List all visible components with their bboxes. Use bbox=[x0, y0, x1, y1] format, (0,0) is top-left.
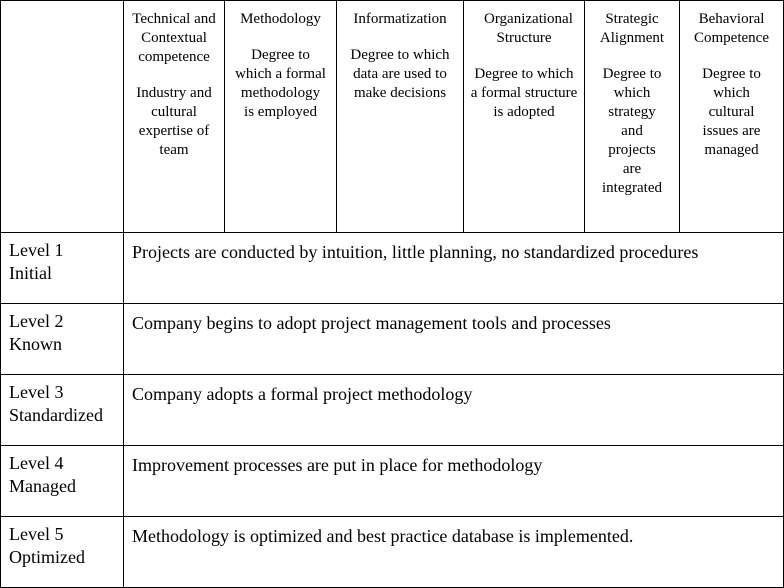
column-header-informatization bbox=[337, 1, 464, 233]
level-stage: Optimized bbox=[9, 547, 85, 567]
column-description: Degree to which a formal methodology is employed bbox=[235, 47, 326, 120]
level-stage: Known bbox=[9, 334, 62, 354]
column-name: Methodology bbox=[240, 11, 321, 27]
column-description: Degree to which a formal structure is adopted bbox=[470, 66, 578, 120]
level-number: Level 5 bbox=[9, 524, 64, 544]
column-name: Strategic Alignment bbox=[599, 11, 665, 46]
column-description: Degree to which data are used to make decisions bbox=[350, 47, 450, 101]
column-name: Technical and Contextual competence bbox=[132, 11, 216, 65]
column-header-strategic-alignment bbox=[585, 1, 680, 233]
level-number: Level 3 bbox=[9, 382, 64, 402]
level-number: Level 2 bbox=[9, 311, 64, 331]
level-stage: Managed bbox=[9, 476, 76, 496]
level-description: Company adopts a formal project methodology bbox=[124, 375, 784, 446]
level-description: Methodology is optimized and best practice database is implemented. bbox=[124, 517, 784, 588]
level-row bbox=[1, 233, 784, 304]
column-description: Degree to which strategy and projects are integrated bbox=[602, 66, 662, 196]
header-row bbox=[1, 1, 784, 233]
column-header-methodology bbox=[225, 1, 337, 233]
column-description: Industry and cultural expertise of team bbox=[136, 85, 212, 158]
column-name: Informatization bbox=[353, 11, 447, 27]
column-name: Organizational Structure bbox=[484, 11, 573, 46]
level-label bbox=[1, 375, 124, 446]
level-label bbox=[1, 446, 124, 517]
level-description: Company begins to adopt project management tools and processes bbox=[124, 304, 784, 375]
level-label bbox=[1, 233, 124, 304]
level-number: Level 4 bbox=[9, 453, 64, 473]
column-name: Behavioral Competence bbox=[694, 11, 769, 46]
level-stage: Standardized bbox=[9, 405, 103, 425]
corner-cell bbox=[1, 1, 124, 233]
level-row bbox=[1, 517, 784, 588]
column-header-behavioral-competence bbox=[680, 1, 784, 233]
level-description: Improvement processes are put in place for methodology bbox=[124, 446, 784, 517]
level-row bbox=[1, 446, 784, 517]
column-header-technical bbox=[124, 1, 225, 233]
level-number: Level 1 bbox=[9, 240, 64, 260]
level-row bbox=[1, 375, 784, 446]
level-description: Projects are conducted by intuition, little planning, no standardized procedures bbox=[124, 233, 784, 304]
level-label bbox=[1, 304, 124, 375]
level-label bbox=[1, 517, 124, 588]
column-header-organizational-structure bbox=[464, 1, 585, 233]
level-stage: Initial bbox=[9, 263, 52, 283]
level-row bbox=[1, 304, 784, 375]
column-description: Degree to which cultural issues are managed bbox=[702, 66, 761, 158]
